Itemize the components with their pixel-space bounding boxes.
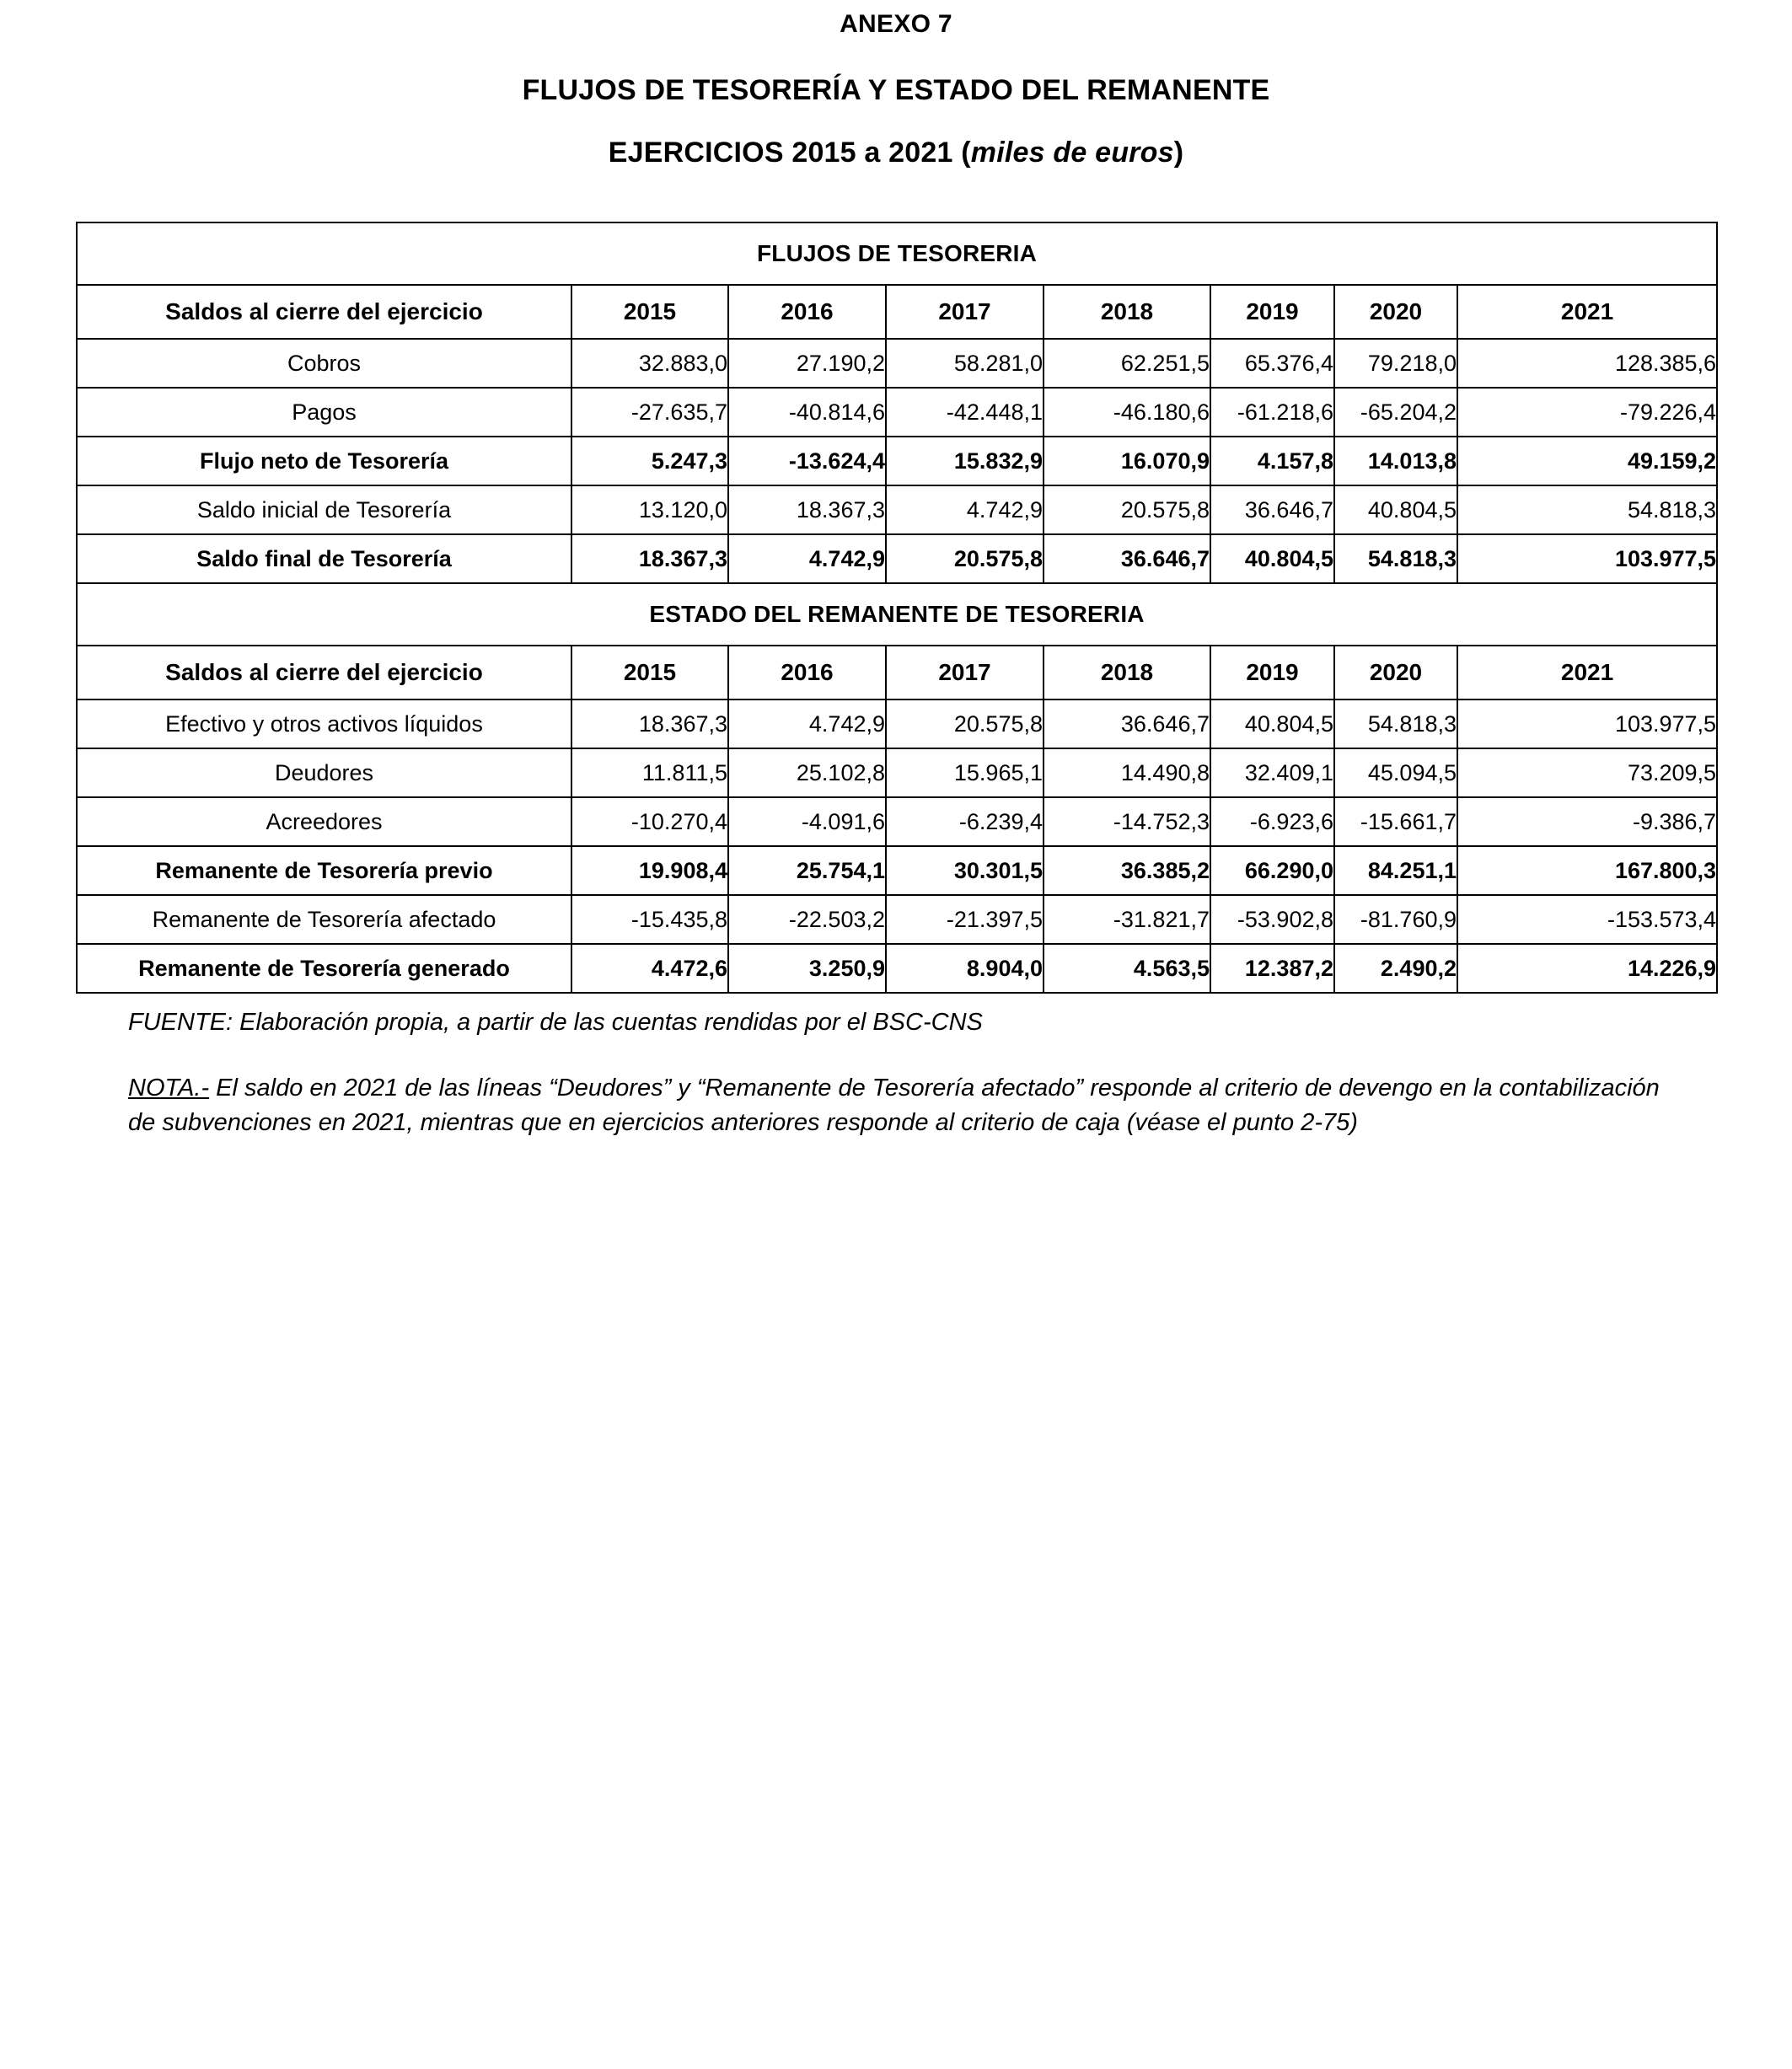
row-label: Cobros — [77, 339, 571, 388]
table-cell-value: 2.490,2 — [1334, 944, 1457, 993]
table-cell-value: 103.977,5 — [1457, 699, 1717, 748]
table-row — [77, 437, 1717, 485]
table-cell-value: 58.281,0 — [886, 339, 1044, 388]
column-header-year: 2019 — [1210, 285, 1334, 339]
section-header-remanente — [77, 583, 1717, 646]
row-label: Remanente de Tesorería previo — [77, 846, 571, 895]
table-cell-value: 18.367,3 — [728, 485, 886, 534]
column-header-year: 2015 — [571, 285, 728, 339]
row-header-label: Saldos al cierre del ejercicio — [77, 646, 571, 699]
row-label: Remanente de Tesorería afectado — [77, 895, 571, 944]
table-cell-value: -40.814,6 — [728, 388, 886, 437]
document-title-line2 — [0, 138, 1792, 167]
note-text: El saldo en 2021 de las líneas “Deudores” y “Remanente de Tesorería afectado” responde al criterio de devengo en la contabilización de subvenciones en 2021, mientras que en ejercicios anteriores responde al criterio de caja (véase el punto 2-75) — [128, 1075, 1660, 1137]
table-cell-value: -79.226,4 — [1457, 388, 1717, 437]
row-label: Saldo final de Tesorería — [77, 534, 571, 583]
row-label: Remanente de Tesorería generado — [77, 944, 571, 993]
table-cell-value: 19.908,4 — [571, 846, 728, 895]
section-title: ESTADO DEL REMANENTE DE TESORERIA — [77, 583, 1717, 646]
table-cell-value: -46.180,6 — [1044, 388, 1210, 437]
row-header-label: Saldos al cierre del ejercicio — [77, 285, 571, 339]
treasury-table-wrapper — [76, 222, 1716, 994]
table-cell-value: 32.883,0 — [571, 339, 728, 388]
treasury-table — [76, 222, 1718, 994]
column-header-year: 2016 — [728, 646, 886, 699]
table-cell-value: -65.204,2 — [1334, 388, 1457, 437]
table-cell-value: 25.102,8 — [728, 748, 886, 797]
document-titles — [0, 0, 1792, 167]
footnotes — [128, 1006, 1679, 1140]
table-cell-value: 16.070,9 — [1044, 437, 1210, 485]
table-cell-value: 54.818,3 — [1457, 485, 1717, 534]
column-header-year: 2021 — [1457, 646, 1717, 699]
column-header-year: 2019 — [1210, 646, 1334, 699]
table-cell-value: 79.218,0 — [1334, 339, 1457, 388]
table-cell-value: 20.575,8 — [1044, 485, 1210, 534]
column-header-year: 2017 — [886, 646, 1044, 699]
table-cell-value: 84.251,1 — [1334, 846, 1457, 895]
table-cell-value: 4.742,9 — [886, 485, 1044, 534]
row-label: Deudores — [77, 748, 571, 797]
table-cell-value: -15.435,8 — [571, 895, 728, 944]
table-cell-value: 4.157,8 — [1210, 437, 1334, 485]
table-cell-value: 40.804,5 — [1334, 485, 1457, 534]
table-cell-value: 36.646,7 — [1044, 534, 1210, 583]
table-cell-value: -21.397,5 — [886, 895, 1044, 944]
table-cell-value: -14.752,3 — [1044, 797, 1210, 846]
table-row — [77, 534, 1717, 583]
column-header-row-1 — [77, 285, 1717, 339]
row-label: Saldo inicial de Tesorería — [77, 485, 571, 534]
table-cell-value: 65.376,4 — [1210, 339, 1334, 388]
table-cell-value: 4.472,6 — [571, 944, 728, 993]
source-note: FUENTE: Elaboración propia, a partir de las cuentas rendidas por el BSC-CNS — [128, 1009, 983, 1036]
column-header-row-2 — [77, 646, 1717, 699]
table-row — [77, 846, 1717, 895]
table-row — [77, 388, 1717, 437]
column-header-year: 2016 — [728, 285, 886, 339]
table-cell-value: 40.804,5 — [1210, 534, 1334, 583]
table-row — [77, 797, 1717, 846]
table-cell-value: 20.575,8 — [886, 699, 1044, 748]
row-label: Acreedores — [77, 797, 571, 846]
table-cell-value: 62.251,5 — [1044, 339, 1210, 388]
table-cell-value: 167.800,3 — [1457, 846, 1717, 895]
table-cell-value: 27.190,2 — [728, 339, 886, 388]
table-row — [77, 944, 1717, 993]
table-cell-value: 3.250,9 — [728, 944, 886, 993]
title-line2-prefix: EJERCICIOS 2015 a 2021 ( — [608, 137, 971, 169]
table-cell-value: 11.811,5 — [571, 748, 728, 797]
column-header-year: 2018 — [1044, 646, 1210, 699]
table-cell-value: -42.448,1 — [886, 388, 1044, 437]
row-label: Pagos — [77, 388, 571, 437]
column-header-year: 2017 — [886, 285, 1044, 339]
row-label: Efectivo y otros activos líquidos — [77, 699, 571, 748]
table-cell-value: 5.247,3 — [571, 437, 728, 485]
table-cell-value: 14.490,8 — [1044, 748, 1210, 797]
table-cell-value: 54.818,3 — [1334, 534, 1457, 583]
table-cell-value: 36.385,2 — [1044, 846, 1210, 895]
table-cell-value: -13.624,4 — [728, 437, 886, 485]
table-cell-value: 20.575,8 — [886, 534, 1044, 583]
explanatory-note — [128, 1071, 1679, 1140]
table-cell-value: 14.226,9 — [1457, 944, 1717, 993]
section-title: FLUJOS DE TESORERIA — [77, 222, 1717, 285]
table-cell-value: -22.503,2 — [728, 895, 886, 944]
table-cell-value: -10.270,4 — [571, 797, 728, 846]
table-cell-value: 128.385,6 — [1457, 339, 1717, 388]
table-cell-value: 13.120,0 — [571, 485, 728, 534]
table-cell-value: -61.218,6 — [1210, 388, 1334, 437]
table-cell-value: -153.573,4 — [1457, 895, 1717, 944]
table-cell-value: 18.367,3 — [571, 534, 728, 583]
table-cell-value: 73.209,5 — [1457, 748, 1717, 797]
table-cell-value: 4.563,5 — [1044, 944, 1210, 993]
table-cell-value: 66.290,0 — [1210, 846, 1334, 895]
table-cell-value: -27.635,7 — [571, 388, 728, 437]
table-cell-value: 25.754,1 — [728, 846, 886, 895]
table-cell-value: 49.159,2 — [1457, 437, 1717, 485]
table-cell-value: 8.904,0 — [886, 944, 1044, 993]
table-cell-value: 36.646,7 — [1044, 699, 1210, 748]
table-cell-value: -31.821,7 — [1044, 895, 1210, 944]
table-cell-value: 32.409,1 — [1210, 748, 1334, 797]
column-header-year: 2015 — [571, 646, 728, 699]
table-cell-value: -9.386,7 — [1457, 797, 1717, 846]
table-cell-value: 40.804,5 — [1210, 699, 1334, 748]
table-row — [77, 895, 1717, 944]
treasury-table-body — [77, 222, 1717, 993]
section-header-flujos — [77, 222, 1717, 285]
table-row — [77, 699, 1717, 748]
column-header-year: 2018 — [1044, 285, 1210, 339]
annex-label: ANEXO 7 — [840, 10, 952, 38]
title-line2-italic: miles de euros — [970, 137, 1174, 169]
table-cell-value: 4.742,9 — [728, 699, 886, 748]
document-title-line1: FLUJOS DE TESORERÍA Y ESTADO DEL REMANENTE — [522, 74, 1270, 106]
title-line2-suffix: ) — [1173, 137, 1184, 169]
note-label: NOTA.- — [128, 1075, 210, 1102]
table-cell-value: 14.013,8 — [1334, 437, 1457, 485]
table-cell-value: 36.646,7 — [1210, 485, 1334, 534]
table-row — [77, 748, 1717, 797]
table-cell-value: 18.367,3 — [571, 699, 728, 748]
table-cell-value: -4.091,6 — [728, 797, 886, 846]
table-cell-value: 45.094,5 — [1334, 748, 1457, 797]
table-cell-value: 54.818,3 — [1334, 699, 1457, 748]
row-label: Flujo neto de Tesorería — [77, 437, 571, 485]
table-cell-value: 103.977,5 — [1457, 534, 1717, 583]
table-cell-value: -53.902,8 — [1210, 895, 1334, 944]
column-header-year: 2020 — [1334, 646, 1457, 699]
table-row — [77, 339, 1717, 388]
table-cell-value: 30.301,5 — [886, 846, 1044, 895]
table-cell-value: 15.965,1 — [886, 748, 1044, 797]
column-header-year: 2020 — [1334, 285, 1457, 339]
table-cell-value: -81.760,9 — [1334, 895, 1457, 944]
table-cell-value: -6.923,6 — [1210, 797, 1334, 846]
table-cell-value: -15.661,7 — [1334, 797, 1457, 846]
column-header-year: 2021 — [1457, 285, 1717, 339]
table-cell-value: 12.387,2 — [1210, 944, 1334, 993]
table-cell-value: 15.832,9 — [886, 437, 1044, 485]
table-cell-value: -6.239,4 — [886, 797, 1044, 846]
table-cell-value: 4.742,9 — [728, 534, 886, 583]
table-row — [77, 485, 1717, 534]
